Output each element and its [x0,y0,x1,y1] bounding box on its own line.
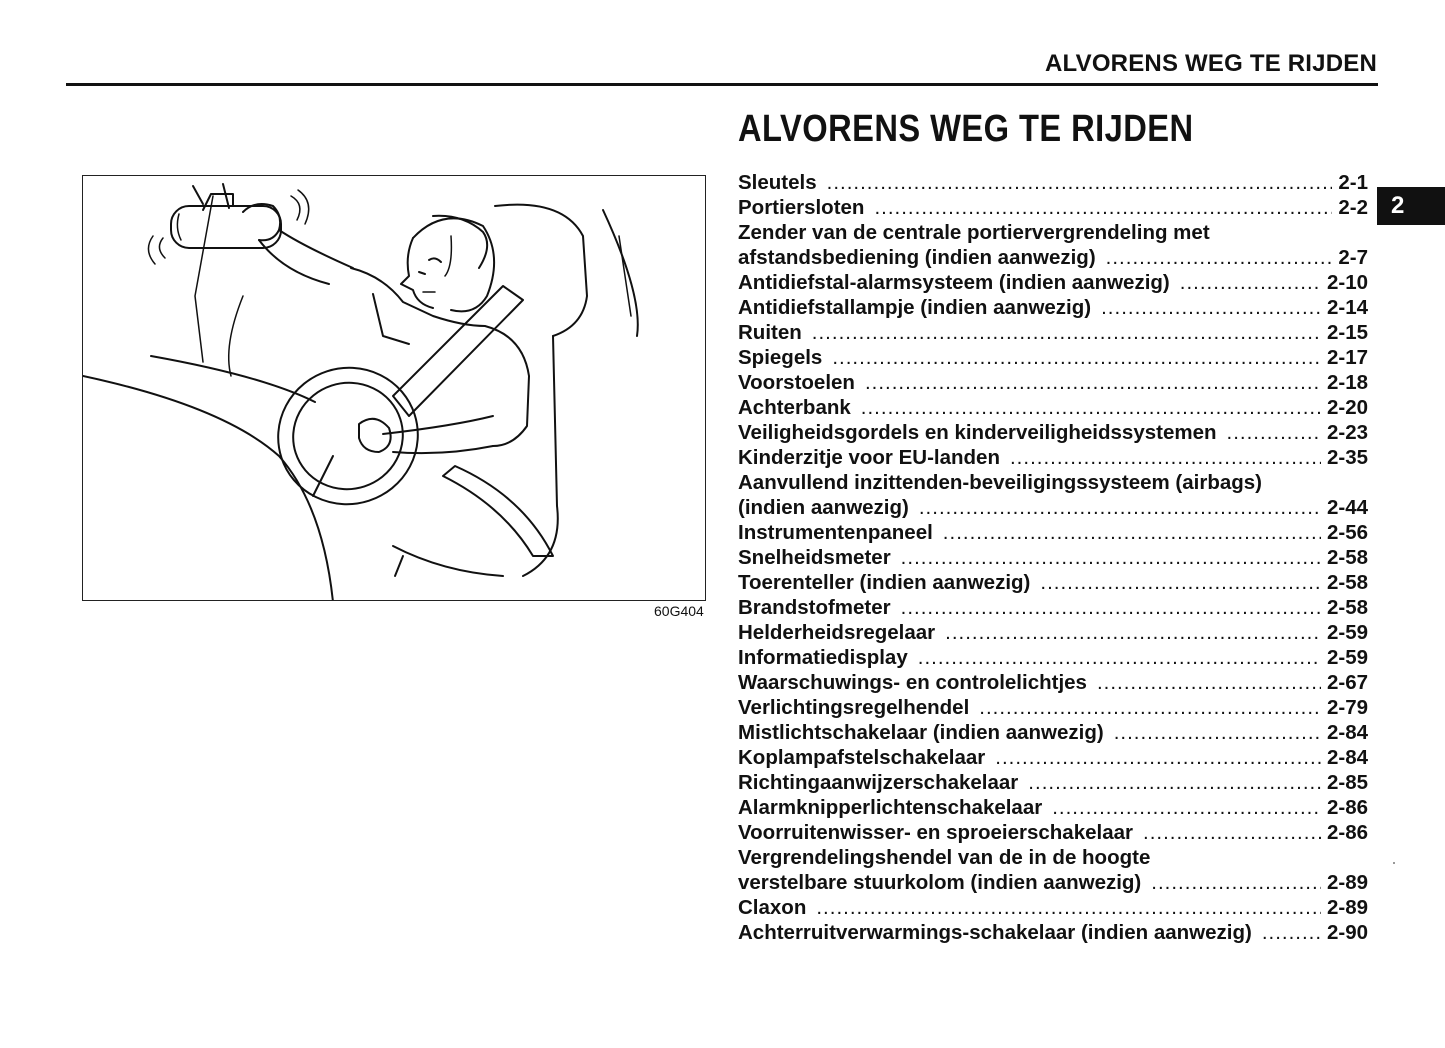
page-speck [1393,862,1395,864]
toc-entry-label: Toerenteller (indien aanwezig) [738,571,1031,594]
toc-entry-label: Instrumentenpaneel [738,521,933,544]
running-header-title: ALVORENS WEG TE RIJDEN [1045,50,1377,77]
toc-entry[interactable] [738,445,1368,470]
toc-entry[interactable] [738,470,1368,495]
toc-entry[interactable] [738,695,1368,720]
toc-entry[interactable] [738,495,1368,520]
toc-entry-page: 2-86 [1326,821,1368,844]
toc-entry-label: Zender van de centrale portiervergrendeling met [738,221,1210,244]
toc-entry-label: Achterbank [738,396,851,419]
toc-entry-page: 2-7 [1338,246,1368,269]
toc-entry-page: 2-15 [1326,321,1368,344]
toc-leader-dots [832,345,1321,370]
toc-entry-page: 2-59 [1326,621,1368,644]
toc-entry-label: Sleutels [738,171,817,194]
toc-entry-label: Antidiefstal-alarmsysteem (indien aanwezig) [738,271,1170,294]
toc-entry[interactable] [738,420,1368,445]
toc-entry-label: Kinderzitje voor EU-landen [738,446,1000,469]
toc-entry-page: 2-58 [1326,596,1368,619]
toc-entry[interactable] [738,770,1368,795]
toc-entry[interactable] [738,370,1368,395]
toc-entry-label: Veiligheidsgordels en kinderveiligheidssystemen [738,421,1217,444]
toc-entry[interactable] [738,845,1368,870]
toc-entry-label: Richtingaanwijzerschakelaar [738,771,1019,794]
table-of-contents [738,170,1368,945]
toc-entry[interactable] [738,795,1368,820]
toc-entry-page: 2-79 [1326,696,1368,719]
toc-entry-page: 2-84 [1326,746,1368,769]
toc-leader-dots [1143,820,1321,845]
toc-entry-label: Verlichtingsregelhendel [738,696,970,719]
toc-entry-page: 2-86 [1326,796,1368,819]
toc-entry-label: Alarmknipperlichtenschakelaar [738,796,1043,819]
toc-leader-dots [1101,295,1321,320]
toc-entry[interactable] [738,320,1368,345]
toc-entry-label: Snelheidsmeter [738,546,891,569]
toc-entry-label: (indien aanwezig) [738,496,909,519]
toc-entry-page: 2-17 [1326,346,1368,369]
toc-entry[interactable] [738,620,1368,645]
toc-entry-label: Spiegels [738,346,823,369]
toc-leader-dots [1028,770,1321,795]
toc-entry[interactable] [738,645,1368,670]
toc-entry-label: Voorruitenwisser- en sproeierschakelaar [738,821,1133,844]
toc-entry-label: Informatiedisplay [738,646,908,669]
toc-leader-dots [919,495,1321,520]
toc-leader-dots [1114,720,1321,745]
toc-entry-page: 2-14 [1326,296,1368,319]
toc-entry[interactable] [738,595,1368,620]
toc-entry-label: Helderheidsregelaar [738,621,936,644]
toc-entry-page: 2-20 [1326,396,1368,419]
toc-leader-dots [861,395,1321,420]
driver-head [401,216,494,312]
page-title: ALVORENS WEG TE RIJDEN [738,108,1194,150]
toc-entry[interactable] [738,270,1368,295]
toc-leader-dots [918,645,1321,670]
toc-entry-page: 2-1 [1338,171,1368,194]
toc-leader-dots [1040,570,1321,595]
toc-entry[interactable] [738,570,1368,595]
toc-entry[interactable] [738,245,1368,270]
toc-entry[interactable] [738,870,1368,895]
toc-entry-label: Brandstofmeter [738,596,891,619]
toc-entry-page: 2-89 [1326,871,1368,894]
toc-entry[interactable] [738,670,1368,695]
toc-entry-label: Mistlichtschakelaar (indien aanwezig) [738,721,1104,744]
toc-leader-dots [945,620,1321,645]
toc-entry-label: verstelbare stuurkolom (indien aanwezig) [738,871,1142,894]
toc-entry[interactable] [738,745,1368,770]
toc-entry-page: 2-18 [1326,371,1368,394]
toc-entry-label: Achterruitverwarmings-schakelaar (indien aanwezig) [738,921,1252,944]
toc-entry-page: 2-59 [1326,646,1368,669]
toc-entry[interactable] [738,220,1368,245]
toc-entry[interactable] [738,195,1368,220]
toc-entry-label: Koplampafstelschakelaar [738,746,986,769]
toc-entry-label: Waarschuwings- en controlelichtjes [738,671,1087,694]
toc-entry-page: 2-35 [1326,446,1368,469]
driver-illustration [83,176,706,601]
toc-leader-dots [901,595,1321,620]
steering-wheel [260,350,435,523]
toc-leader-dots [816,895,1321,920]
toc-leader-dots [827,170,1333,195]
toc-leader-dots [1052,795,1321,820]
toc-entry-label: Vergrendelingshendel van de in de hoogte [738,846,1151,869]
toc-leader-dots [812,320,1321,345]
toc-entry-page: 2-84 [1326,721,1368,744]
figure-code: 60G404 [654,603,704,619]
toc-leader-dots [1180,270,1321,295]
toc-entry-page: 2-67 [1326,671,1368,694]
toc-entry-page: 2-85 [1326,771,1368,794]
toc-entry-page: 2-90 [1326,921,1368,944]
toc-leader-dots [865,370,1321,395]
toc-leader-dots [995,745,1321,770]
toc-leader-dots [1227,420,1321,445]
toc-entry-page: 2-58 [1326,571,1368,594]
toc-entry-label: Portiersloten [738,196,865,219]
toc-entry-label: Claxon [738,896,807,919]
chapter-tab-number: 2 [1391,192,1405,219]
toc-entry-page: 2-56 [1326,521,1368,544]
rearview-mirror [148,190,308,264]
toc-entry[interactable] [738,820,1368,845]
toc-entry-label: Antidiefstallampje (indien aanwezig) [738,296,1092,319]
toc-entry[interactable] [738,520,1368,545]
illustration-driver-adjusting-mirror [82,175,706,601]
toc-leader-dots [979,695,1321,720]
toc-entry-page: 2-58 [1326,546,1368,569]
toc-leader-dots [1262,920,1321,945]
toc-entry-page: 2-10 [1326,271,1368,294]
toc-leader-dots [943,520,1321,545]
toc-leader-dots [874,195,1332,220]
toc-entry[interactable] [738,720,1368,745]
toc-entry-page: 2-23 [1326,421,1368,444]
toc-entry-label: Aanvullend inzittenden-beveiligingssysteem (airbags) [738,471,1263,494]
toc-entry[interactable] [738,895,1368,920]
toc-entry[interactable] [738,920,1368,945]
toc-leader-dots [1097,670,1321,695]
toc-leader-dots [1010,445,1321,470]
toc-entry-label: afstandsbediening (indien aanwezig) [738,246,1096,269]
toc-entry-page: 2-44 [1326,496,1368,519]
toc-leader-dots [901,545,1321,570]
header-rule [66,83,1378,86]
toc-entry[interactable] [738,295,1368,320]
toc-entry[interactable] [738,545,1368,570]
toc-entry-page: 2-89 [1326,896,1368,919]
toc-entry-page: 2-2 [1338,196,1368,219]
toc-entry-label: Voorstoelen [738,371,855,394]
toc-leader-dots [1106,245,1333,270]
toc-entry[interactable] [738,170,1368,195]
toc-leader-dots [1151,870,1321,895]
toc-entry[interactable] [738,345,1368,370]
chapter-tab[interactable] [1377,187,1445,225]
toc-entry-label: Ruiten [738,321,802,344]
toc-entry[interactable] [738,395,1368,420]
